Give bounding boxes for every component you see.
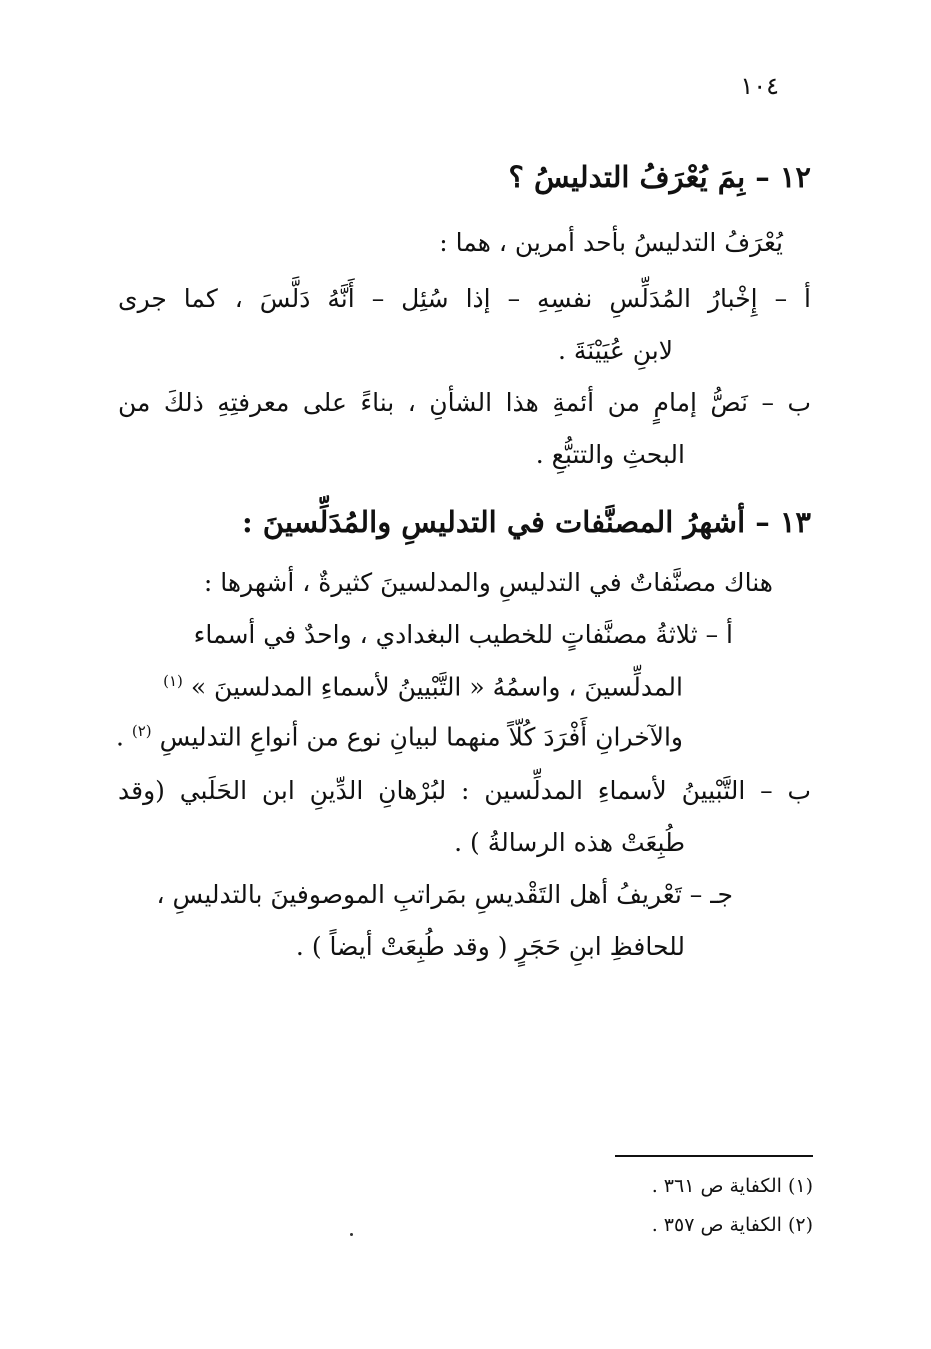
section-13-item-a-line-3 (116, 722, 683, 752)
section-12-item-b-line-1: ب – نَصُّ إمامٍ من أئمةِ هذا الشأنِ ، بناءً على معرفتِهِ ذلكَ من (118, 388, 811, 417)
section-13-item-c-line-1: جـ – تَعْريفُ أهل التَقْديسِ بمَراتبِ الموصوفينَ بالتدليسِ ، (156, 880, 733, 909)
section-13-item-a-line-1: أ – ثلاثةُ مصنَّفاتٍ للخطيب البغدادي ، واحدٌ في أسماء (193, 620, 733, 649)
section-12-item-b-line-2: البحثِ والتتبُّعِ . (535, 440, 685, 469)
footnote-ref-2: (٢) (131, 722, 152, 740)
footnote-2: (٢) الكفاية ص ٣٥٧ . (651, 1214, 813, 1236)
section-13-intro: هناك مصنَّفاتٌ في التدليسِ والمدلسينَ كثيرةٌ ، أشهرها : (203, 568, 773, 597)
section-13-heading: ١٣ – أشهرُ المصنَّفات في التدليسِ والمُدَلِّسينَ : (241, 505, 811, 539)
section-13-item-b-line-1: ب – التَّبْيينُ لأسماءِ المدلِّسين : لبُرْهانِ الدِّينِ ابن الحَلَبي (وقد (118, 776, 811, 805)
section-12-item-a-line-2: لابنِ عُيَيْنَةَ . (557, 336, 673, 365)
section-13-item-a-line-3-text: والآخرانِ أَفْرَدَ كُلّاً منهما لبيانِ نوع من أنواعِ التدليسِ (159, 722, 683, 752)
footnote-rule (615, 1155, 813, 1157)
section-12-intro: يُعْرَفُ التدليسُ بأحد أمرين ، هما : (439, 228, 783, 257)
print-speck (350, 1233, 353, 1236)
footnote-ref-1: (١) (163, 672, 183, 690)
section-12-heading: ١٢ – بِمَ يُعْرَفُ التدليسُ ؟ (508, 160, 811, 194)
section-13-item-c-line-2: للحافظِ ابنِ حَجَرٍ ( وقد طُبِعَتْ أيضاً ) . (295, 932, 685, 961)
section-13-item-b-line-2: طُبِعَتْ هذه الرسالةُ ) . (454, 828, 685, 857)
section-13-item-a-line-2 (163, 672, 683, 702)
page-number: ١٠٤ (740, 72, 779, 100)
section-13-item-a-line-2-text: المدلِّسينَ ، واسمُهُ « التَّبْيينُ لأسماءِ المدلسينَ » (190, 672, 683, 702)
section-13-item-a-line-3-end: . (115, 722, 124, 752)
footnote-1: (١) الكفاية ص ٣٦١ . (651, 1175, 813, 1197)
section-12-item-a-line-1: أ – إِخْبارُ المُدَلِّسِ نفسِهِ – إذا سُئِل – أَنَّهُ دَلَّسَ ، كما جرى (118, 284, 811, 313)
